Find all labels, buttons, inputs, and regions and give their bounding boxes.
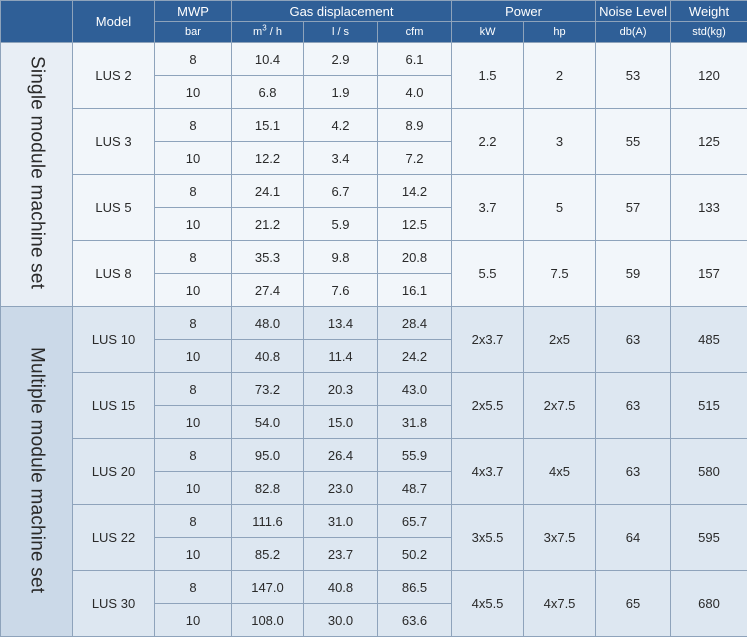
mwp-cell: 8 bbox=[155, 571, 232, 604]
weight-cell: 485 bbox=[671, 307, 747, 373]
gas-cfm-cell: 50.2 bbox=[378, 538, 452, 571]
gas-m3h-cell: 147.0 bbox=[232, 571, 304, 604]
power-hp-cell: 4x7.5 bbox=[524, 571, 596, 637]
gas-ls-cell: 9.8 bbox=[304, 241, 378, 274]
gas-m3h-cell: 48.0 bbox=[232, 307, 304, 340]
gas-m3h-cell: 85.2 bbox=[232, 538, 304, 571]
power-kw-cell: 3x5.5 bbox=[452, 505, 524, 571]
model-cell: LUS 20 bbox=[73, 439, 155, 505]
group-label-cell bbox=[1, 307, 73, 637]
mwp-cell: 10 bbox=[155, 472, 232, 505]
mwp-cell: 10 bbox=[155, 274, 232, 307]
power-hp-cell: 4x5 bbox=[524, 439, 596, 505]
gas-ls-cell: 23.7 bbox=[304, 538, 378, 571]
gas-m3h-cell: 111.6 bbox=[232, 505, 304, 538]
mwp-cell: 8 bbox=[155, 373, 232, 406]
mwp-cell: 8 bbox=[155, 241, 232, 274]
gas-cfm-cell: 6.1 bbox=[378, 43, 452, 76]
power-hp-cell: 2x5 bbox=[524, 307, 596, 373]
mwp-cell: 10 bbox=[155, 142, 232, 175]
gas-m3h-cell: 21.2 bbox=[232, 208, 304, 241]
gas-m3h-cell: 54.0 bbox=[232, 406, 304, 439]
mwp-cell: 10 bbox=[155, 76, 232, 109]
header-gas-m3h-sup: 3 bbox=[262, 23, 267, 33]
table-row bbox=[1, 373, 747, 406]
gas-cfm-cell: 4.0 bbox=[378, 76, 452, 109]
power-kw-cell: 2.2 bbox=[452, 109, 524, 175]
gas-cfm-cell: 16.1 bbox=[378, 274, 452, 307]
noise-cell: 63 bbox=[596, 373, 671, 439]
weight-cell: 133 bbox=[671, 175, 747, 241]
header-corner bbox=[1, 1, 73, 43]
header-mwp-unit: bar bbox=[155, 22, 232, 43]
gas-ls-cell: 7.6 bbox=[304, 274, 378, 307]
gas-m3h-cell: 27.4 bbox=[232, 274, 304, 307]
gas-cfm-cell: 28.4 bbox=[378, 307, 452, 340]
gas-cfm-cell: 31.8 bbox=[378, 406, 452, 439]
gas-ls-cell: 1.9 bbox=[304, 76, 378, 109]
header-gas-m3h-base: m bbox=[253, 26, 263, 38]
header-mwp: MWP bbox=[155, 1, 232, 22]
single-module-section bbox=[1, 43, 747, 307]
header-noise-unit: db(A) bbox=[596, 22, 671, 43]
gas-m3h-cell: 82.8 bbox=[232, 472, 304, 505]
table-row bbox=[1, 307, 747, 340]
gas-ls-cell: 31.0 bbox=[304, 505, 378, 538]
mwp-cell: 10 bbox=[155, 340, 232, 373]
group-label-multi: Multiple module machine set bbox=[26, 346, 48, 594]
gas-ls-cell: 20.3 bbox=[304, 373, 378, 406]
header-power: Power bbox=[452, 1, 596, 22]
table-row bbox=[1, 571, 747, 604]
weight-cell: 120 bbox=[671, 43, 747, 109]
mwp-cell: 8 bbox=[155, 439, 232, 472]
power-kw-cell: 5.5 bbox=[452, 241, 524, 307]
power-kw-cell: 4x5.5 bbox=[452, 571, 524, 637]
gas-m3h-cell: 10.4 bbox=[232, 43, 304, 76]
model-cell: LUS 5 bbox=[73, 175, 155, 241]
gas-cfm-cell: 65.7 bbox=[378, 505, 452, 538]
mwp-cell: 8 bbox=[155, 307, 232, 340]
gas-ls-cell: 11.4 bbox=[304, 340, 378, 373]
gas-m3h-cell: 24.1 bbox=[232, 175, 304, 208]
noise-cell: 63 bbox=[596, 439, 671, 505]
header-gas-m3h bbox=[232, 22, 304, 43]
table-row bbox=[1, 505, 747, 538]
gas-cfm-cell: 55.9 bbox=[378, 439, 452, 472]
power-kw-cell: 4x3.7 bbox=[452, 439, 524, 505]
gas-cfm-cell: 43.0 bbox=[378, 373, 452, 406]
gas-cfm-cell: 20.8 bbox=[378, 241, 452, 274]
header-gas-displacement: Gas displacement bbox=[232, 1, 452, 22]
noise-cell: 59 bbox=[596, 241, 671, 307]
gas-ls-cell: 3.4 bbox=[304, 142, 378, 175]
gas-cfm-cell: 14.2 bbox=[378, 175, 452, 208]
model-cell: LUS 15 bbox=[73, 373, 155, 439]
weight-cell: 515 bbox=[671, 373, 747, 439]
power-kw-cell: 2x5.5 bbox=[452, 373, 524, 439]
multiple-module-section bbox=[1, 307, 747, 637]
gas-m3h-cell: 73.2 bbox=[232, 373, 304, 406]
mwp-cell: 8 bbox=[155, 175, 232, 208]
power-hp-cell: 3 bbox=[524, 109, 596, 175]
gas-cfm-cell: 86.5 bbox=[378, 571, 452, 604]
header-power-hp: hp bbox=[524, 22, 596, 43]
power-kw-cell: 1.5 bbox=[452, 43, 524, 109]
gas-m3h-cell: 15.1 bbox=[232, 109, 304, 142]
header-gas-m3h-rest: / h bbox=[266, 26, 282, 38]
table-row bbox=[1, 43, 747, 76]
gas-ls-cell: 15.0 bbox=[304, 406, 378, 439]
gas-ls-cell: 23.0 bbox=[304, 472, 378, 505]
gas-ls-cell: 30.0 bbox=[304, 604, 378, 637]
header-gas-cfm: cfm bbox=[378, 22, 452, 43]
noise-cell: 53 bbox=[596, 43, 671, 109]
gas-cfm-cell: 12.5 bbox=[378, 208, 452, 241]
gas-ls-cell: 40.8 bbox=[304, 571, 378, 604]
power-hp-cell: 7.5 bbox=[524, 241, 596, 307]
noise-cell: 64 bbox=[596, 505, 671, 571]
noise-cell: 55 bbox=[596, 109, 671, 175]
gas-ls-cell: 5.9 bbox=[304, 208, 378, 241]
mwp-cell: 10 bbox=[155, 538, 232, 571]
group-label-single: Single module machine set bbox=[26, 56, 48, 290]
header-power-kw: kW bbox=[452, 22, 524, 43]
header-weight: Weight bbox=[671, 1, 747, 22]
power-hp-cell: 2 bbox=[524, 43, 596, 109]
power-hp-cell: 5 bbox=[524, 175, 596, 241]
header-weight-unit: std(kg) bbox=[671, 22, 747, 43]
gas-cfm-cell: 7.2 bbox=[378, 142, 452, 175]
gas-ls-cell: 13.4 bbox=[304, 307, 378, 340]
weight-cell: 125 bbox=[671, 109, 747, 175]
gas-m3h-cell: 35.3 bbox=[232, 241, 304, 274]
table-row bbox=[1, 175, 747, 208]
gas-ls-cell: 4.2 bbox=[304, 109, 378, 142]
gas-m3h-cell: 95.0 bbox=[232, 439, 304, 472]
noise-cell: 65 bbox=[596, 571, 671, 637]
header-noise-level: Noise Level bbox=[596, 1, 671, 22]
table-header bbox=[1, 1, 747, 43]
mwp-cell: 10 bbox=[155, 406, 232, 439]
gas-m3h-cell: 6.8 bbox=[232, 76, 304, 109]
model-cell: LUS 8 bbox=[73, 241, 155, 307]
gas-cfm-cell: 8.9 bbox=[378, 109, 452, 142]
gas-cfm-cell: 63.6 bbox=[378, 604, 452, 637]
model-cell: LUS 30 bbox=[73, 571, 155, 637]
mwp-cell: 8 bbox=[155, 109, 232, 142]
header-model: Model bbox=[73, 1, 155, 43]
mwp-cell: 8 bbox=[155, 43, 232, 76]
power-hp-cell: 3x7.5 bbox=[524, 505, 596, 571]
weight-cell: 595 bbox=[671, 505, 747, 571]
gas-m3h-cell: 108.0 bbox=[232, 604, 304, 637]
gas-ls-cell: 6.7 bbox=[304, 175, 378, 208]
mwp-cell: 10 bbox=[155, 604, 232, 637]
model-cell: LUS 3 bbox=[73, 109, 155, 175]
gas-m3h-cell: 40.8 bbox=[232, 340, 304, 373]
table-row bbox=[1, 109, 747, 142]
gas-ls-cell: 26.4 bbox=[304, 439, 378, 472]
gas-ls-cell: 2.9 bbox=[304, 43, 378, 76]
weight-cell: 680 bbox=[671, 571, 747, 637]
noise-cell: 63 bbox=[596, 307, 671, 373]
weight-cell: 580 bbox=[671, 439, 747, 505]
table-row bbox=[1, 439, 747, 472]
group-label-cell bbox=[1, 43, 73, 307]
mwp-cell: 10 bbox=[155, 208, 232, 241]
model-cell: LUS 2 bbox=[73, 43, 155, 109]
header-gas-ls: l / s bbox=[304, 22, 378, 43]
model-cell: LUS 10 bbox=[73, 307, 155, 373]
mwp-cell: 8 bbox=[155, 505, 232, 538]
noise-cell: 57 bbox=[596, 175, 671, 241]
gas-cfm-cell: 24.2 bbox=[378, 340, 452, 373]
model-cell: LUS 22 bbox=[73, 505, 155, 571]
weight-cell: 157 bbox=[671, 241, 747, 307]
power-hp-cell: 2x7.5 bbox=[524, 373, 596, 439]
power-kw-cell: 2x3.7 bbox=[452, 307, 524, 373]
gas-m3h-cell: 12.2 bbox=[232, 142, 304, 175]
gas-cfm-cell: 48.7 bbox=[378, 472, 452, 505]
table-row bbox=[1, 241, 747, 274]
power-kw-cell: 3.7 bbox=[452, 175, 524, 241]
